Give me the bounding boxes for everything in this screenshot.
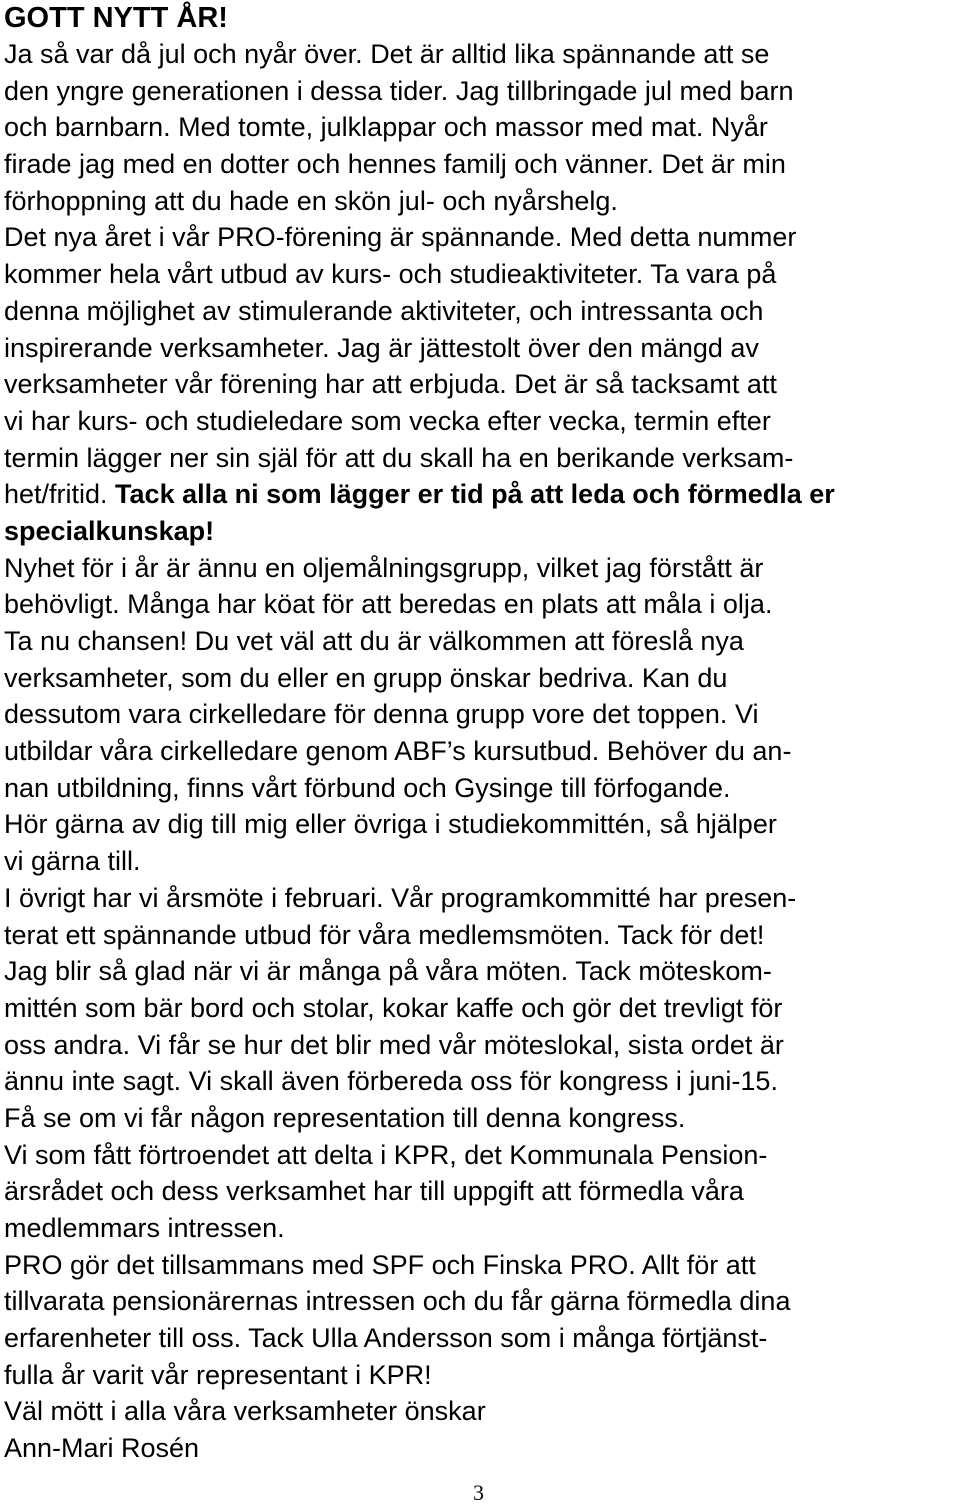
text-segment: inspirerande verksamheter. Jag är jättestolt över den mängd av	[4, 332, 759, 363]
text-segment: behövligt. Många har köat för att beredas en plats att måla i olja.	[4, 589, 773, 620]
text-line	[4, 806, 950, 843]
text-segment: dessutom vara cirkelledare för denna grupp vore det toppen. Vi	[4, 699, 759, 730]
letter-body	[4, 36, 950, 1467]
text-segment: vi gärna till.	[4, 846, 141, 877]
bold-text-segment: specialkunskap!	[4, 515, 215, 546]
text-segment: firade jag med en dotter och hennes familj och vänner. Det är min	[4, 149, 786, 180]
text-line	[4, 953, 950, 990]
text-line	[4, 1357, 950, 1394]
text-segment: Ta nu chansen! Du vet väl att du är välkommen att föreslå nya	[4, 626, 744, 656]
text-line	[4, 733, 950, 770]
text-line	[4, 183, 950, 220]
text-segment: termin lägger ner sin själ för att du skall ha en berikande verksam-	[4, 442, 794, 473]
text-line	[4, 219, 950, 256]
bold-text-segment: Tack alla ni som lägger er tid på att leda och förmedla er	[115, 479, 835, 510]
text-line	[4, 403, 950, 440]
text-line	[4, 293, 950, 330]
text-line	[4, 36, 950, 73]
text-segment: nan utbildning, finns vårt förbund och Gysinge till förfogande.	[4, 772, 731, 803]
text-segment: oss andra. Vi får se hur det blir med vår möteslokal, sista ordet är	[4, 1029, 784, 1060]
text-segment: Hör gärna av dig till mig eller övriga i studiekommittén, så hjälper	[4, 809, 777, 840]
text-line	[4, 1210, 950, 1247]
text-line	[4, 440, 950, 477]
text-segment: Nyhet för i år är ännu en oljemålningsgrupp, vilket jag förstått är	[4, 552, 764, 583]
text-line	[4, 1393, 950, 1430]
text-line	[4, 1100, 950, 1137]
text-segment: verksamheter vår förening har att erbjuda. Det är så tacksamt att	[4, 369, 777, 400]
text-line	[4, 1283, 950, 1320]
text-line	[4, 696, 950, 733]
text-segment: Vi som fått förtroendet att delta i KPR, det Kommunala Pension-	[4, 1139, 768, 1170]
text-segment: ärsrådet och dess verksamhet har till uppgift att förmedla våra	[4, 1176, 744, 1207]
text-line	[4, 256, 950, 293]
text-segment: PRO gör det tillsammans med SPF och Finska PRO. Allt för att	[4, 1249, 756, 1280]
text-segment: denna möjlighet av stimulerande aktiviteter, och intressanta och	[4, 295, 764, 326]
text-segment: utbildar våra cirkelledare genom ABF’s kursutbud. Behöver du an-	[4, 736, 792, 767]
text-segment: Ja så var då jul och nyår över. Det är alltid lika spännande att se	[4, 39, 770, 69]
text-line	[4, 1430, 950, 1467]
text-segment: fulla år varit vår representant i KPR!	[4, 1359, 432, 1390]
text-line	[4, 1137, 950, 1174]
text-segment: och barnbarn. Med tomte, julklappar och massor med mat. Nyår	[4, 112, 768, 143]
text-line	[4, 770, 950, 807]
text-line	[4, 843, 950, 880]
text-line	[4, 1173, 950, 1210]
text-line	[4, 880, 950, 917]
text-line	[4, 1063, 950, 1100]
text-line	[4, 513, 950, 550]
text-segment: ännu inte sagt. Vi skall även förbereda oss för kongress i juni-15.	[4, 1066, 778, 1097]
text-segment: terat ett spännande utbud för våra medlemsmöten. Tack för det!	[4, 919, 765, 950]
text-segment: mittén som bär bord och stolar, kokar kaffe och gör det trevligt för	[4, 992, 783, 1023]
text-line	[4, 917, 950, 954]
text-line	[4, 586, 950, 623]
text-segment: verksamheter, som du eller en grupp önskar bedriva. Kan du	[4, 662, 728, 693]
text-line	[4, 1027, 950, 1064]
text-segment: Få se om vi får någon representation till denna kongress.	[4, 1102, 686, 1133]
text-line	[4, 109, 950, 146]
text-segment: Det nya året i vår PRO-förening är spännande. Med detta nummer	[4, 222, 797, 253]
text-line	[4, 660, 950, 697]
text-segment: het/fritid.	[4, 479, 116, 510]
text-line	[4, 146, 950, 183]
text-segment: Ann-Mari Rosén	[4, 1433, 200, 1464]
text-segment: tillvarata pensionärernas intressen och du får gärna förmedla dina	[4, 1286, 791, 1317]
text-line	[4, 550, 950, 587]
text-segment: kommer hela vårt utbud av kurs- och studieaktiviteter. Ta vara på	[4, 259, 777, 290]
text-segment: Väl mött i alla våra verksamheter önskar	[4, 1396, 486, 1427]
text-line	[4, 366, 950, 403]
text-segment: erfarenheter till oss. Tack Ulla Andersson som i många förtjänst-	[4, 1323, 768, 1354]
page-heading: GOTT NYTT ÅR!	[4, 2, 228, 34]
page-number: 3	[473, 1480, 484, 1505]
text-segment: den yngre generationen i dessa tider. Jag tillbringade jul med barn	[4, 75, 794, 106]
text-segment: förhoppning att du hade en skön jul- och nyårshelg.	[4, 185, 618, 216]
text-line	[4, 1247, 950, 1284]
text-segment: medlemmars intressen.	[4, 1213, 285, 1243]
text-line	[4, 1320, 950, 1357]
text-line	[4, 990, 950, 1027]
text-segment: Jag blir så glad när vi är många på våra möten. Tack möteskom-	[4, 956, 772, 987]
text-line	[4, 476, 950, 513]
text-line	[4, 623, 950, 660]
text-segment: vi har kurs- och studieledare som vecka efter vecka, termin efter	[4, 405, 771, 436]
text-segment: I övrigt har vi årsmöte i februari. Vår programkommitté har presen-	[4, 882, 797, 913]
text-line	[4, 73, 950, 110]
text-line	[4, 330, 950, 367]
